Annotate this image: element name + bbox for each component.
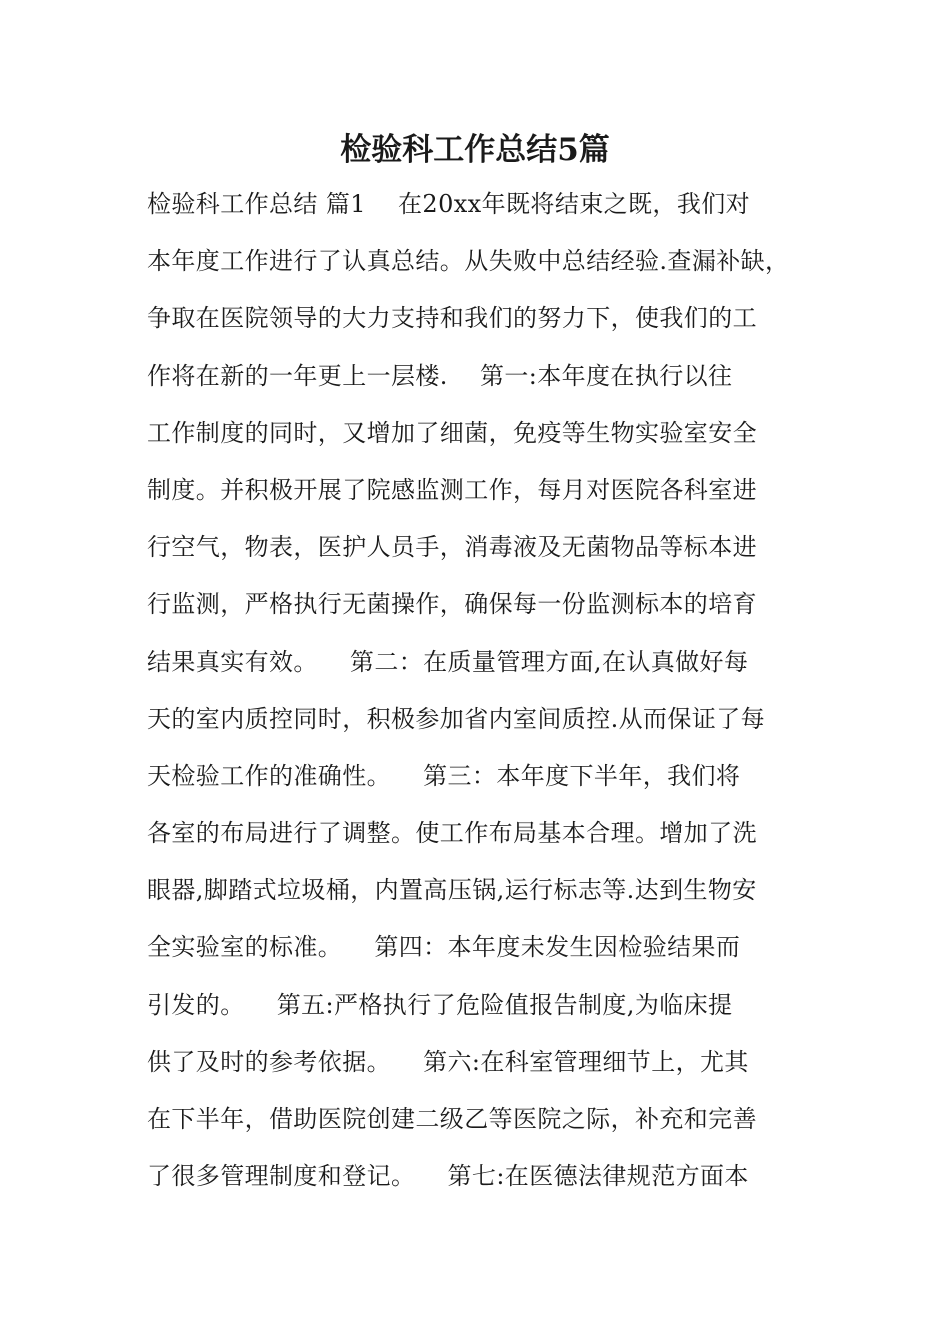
text-line: 制度。并积极开展了院感监测工作，每月对医院各科室进 xyxy=(147,475,757,504)
text-line: 引发的。 第五:严格执行了危险值报告制度,为临床提 xyxy=(147,990,733,1019)
text-line: 天检验工作的准确性。 第三：本年度下半年，我们将 xyxy=(147,761,741,790)
text-line: 行监测，严格执行无菌操作，确保每一份监测标本的培育 xyxy=(147,590,757,619)
text-line: 作将在新的一年更上一层楼. 第一:本年度在执行以往 xyxy=(147,361,733,390)
text-line: 在下半年，借助医院创建二级乙等医院之际，补充和完善 xyxy=(147,1105,757,1133)
document-body xyxy=(147,183,812,1212)
text-line: 了很多管理制度和登记。 第七:在医德法律规范方面本 xyxy=(147,1162,749,1191)
document-title: 检验科工作总结5篇 xyxy=(340,132,610,168)
text-line: 眼器,脚踏式垃圾桶，内置高压锅,运行标志等.达到生物安 xyxy=(147,876,757,905)
text-line: 行空气，物表，医护人员手，消毒液及无菌物品等标本进 xyxy=(147,533,757,562)
text-line: 工作制度的同时，又增加了细菌，免疫等生物实验室安全 xyxy=(147,418,757,447)
text-line: 检验科工作总结 篇1 在20xx年既将结束之既，我们对 xyxy=(147,190,751,218)
text-line: 争取在医院领导的大力支持和我们的努力下，使我们的工 xyxy=(147,304,757,333)
text-line: 天的室内质控同时，积极参加省内室间质控.从而保证了每 xyxy=(147,704,766,733)
text-line: 全实验室的标准。 第四：本年度未发生因检验结果而 xyxy=(147,933,741,962)
text-line: 本年度工作进行了认真总结。从失败中总结经验.查漏补缺， xyxy=(147,247,790,276)
text-line: 各室的布局进行了调整。使工作布局基本合理。增加了洗 xyxy=(147,819,757,848)
text-line: 供了及时的参考依据。 第六:在科室管理细节上，尤其 xyxy=(147,1047,749,1076)
text-line: 结果真实有效。 第二：在质量管理方面,在认真做好每 xyxy=(147,647,749,676)
